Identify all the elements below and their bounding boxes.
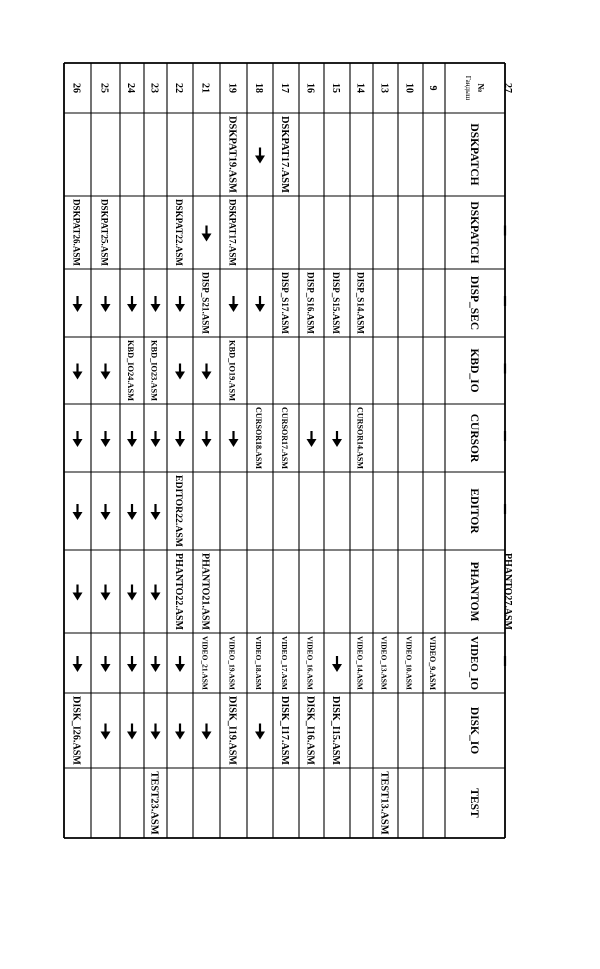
file-name-cell: VIDEO_17.ASM [280, 636, 289, 690]
file-name-cell: CURSOR18.ASM [254, 407, 263, 469]
file-name-cell: DISK_I16.ASM [304, 696, 316, 765]
file-name-cell: VIDEO_16.ASM [305, 636, 315, 690]
file-name-cell: CURSOR14.ASM [355, 407, 365, 469]
lesson-number: 23 [148, 83, 160, 93]
file-name-cell: DISK_I19.ASM [226, 696, 238, 765]
lesson-number: 25 [98, 83, 110, 93]
column-header-phantom: PHANTOM [468, 561, 480, 622]
file-name-cell: KBD_IO19.ASM [227, 340, 237, 401]
file-name-cell: DISK_I15.ASM [330, 696, 341, 765]
lesson-number: 26 [70, 83, 82, 93]
header-number-sublabel: Гандыш [464, 75, 472, 101]
file-name-cell: CURSOR17.ASM [280, 407, 289, 469]
column-header-dskpatch: DSKPATCH [468, 201, 480, 264]
lesson-number: 22 [173, 83, 184, 93]
file-name-cell: DISK_I17.ASM [279, 696, 290, 765]
file-name-cell: DISK_I26.ASM [70, 696, 82, 765]
file-name-cell: VIDEO_19.ASM [227, 636, 237, 690]
column-header-test: TEST [468, 788, 480, 818]
file-name-cell: EDITOR22.ASM [173, 475, 184, 547]
file-name-cell: DSKPAT19.ASM [226, 116, 238, 193]
file-name-cell: DISP_S16.ASM [305, 272, 316, 334]
file-name-cell: VIDEO_14.ASM [355, 636, 365, 690]
lesson-number: 21 [199, 83, 211, 93]
lesson-number: 17 [279, 83, 290, 93]
column-header-cursor: CURSOR [468, 413, 480, 463]
file-name-cell: TEST23.ASM [148, 771, 160, 835]
lesson-number: 10 [403, 83, 415, 93]
column-header-kbd-io: KBD_IO [468, 348, 480, 393]
file-name-cell: DSKPAT17.ASM [227, 199, 238, 266]
lesson-number: 13 [378, 83, 390, 93]
lesson-number: 24 [125, 83, 136, 93]
file-name-cell: DSKPAT17.ASM [279, 116, 290, 193]
file-name-cell: VIDEO_10.ASM [404, 636, 414, 690]
file-name-cell: DISP_S21.ASM [200, 272, 211, 334]
lesson-number: 18 [253, 83, 264, 93]
lesson-number: 16 [304, 83, 316, 93]
lesson-number: 9 [427, 85, 438, 91]
column-header-disp-sec: DISP_SEC [468, 275, 480, 331]
column-header-dskpatch: DSKPATCH [468, 123, 480, 186]
lesson-number: 15 [330, 83, 341, 93]
file-name-cell: DSKPAT26.ASM [71, 199, 82, 266]
file-name-cell: VIDEO_18.ASM [254, 636, 263, 690]
column-header-video-io: VIDEO_IO [468, 636, 480, 690]
header-number-label: № [476, 83, 486, 93]
file-name-cell: PHANTO21.ASM [199, 553, 211, 630]
file-name-cell: KBD_IO23.ASM [149, 340, 159, 401]
file-name-cell: DISP_S14.ASM [355, 272, 366, 334]
lesson-number: 14 [354, 83, 366, 93]
file-name-cell: PHANTO22.ASM [173, 553, 184, 630]
file-name-cell: DISP_S17.ASM [280, 272, 290, 334]
file-name-cell: DISP_S15.ASM [331, 272, 341, 334]
file-name-cell: VIDEO_9.ASM [428, 635, 437, 691]
column-header-disk-io: DISK_IO [468, 706, 480, 755]
file-name-cell: DSKPAT25.ASM [99, 199, 110, 266]
file-name-cell: VIDEO_21.ASM [200, 636, 210, 690]
column-header-editor: EDITOR [468, 488, 480, 534]
file-name-cell: TEST13.ASM [378, 771, 390, 835]
lesson-number: 19 [226, 83, 238, 93]
lesson-number: 27 [502, 83, 513, 93]
file-name-cell: DSKPAT22.ASM [174, 199, 184, 266]
file-name-cell: PHANTO27.ASM [502, 553, 513, 630]
file-name-cell: VIDEO_13.ASM [379, 636, 389, 690]
file-name-cell: KBD_IO24.ASM [126, 340, 135, 401]
